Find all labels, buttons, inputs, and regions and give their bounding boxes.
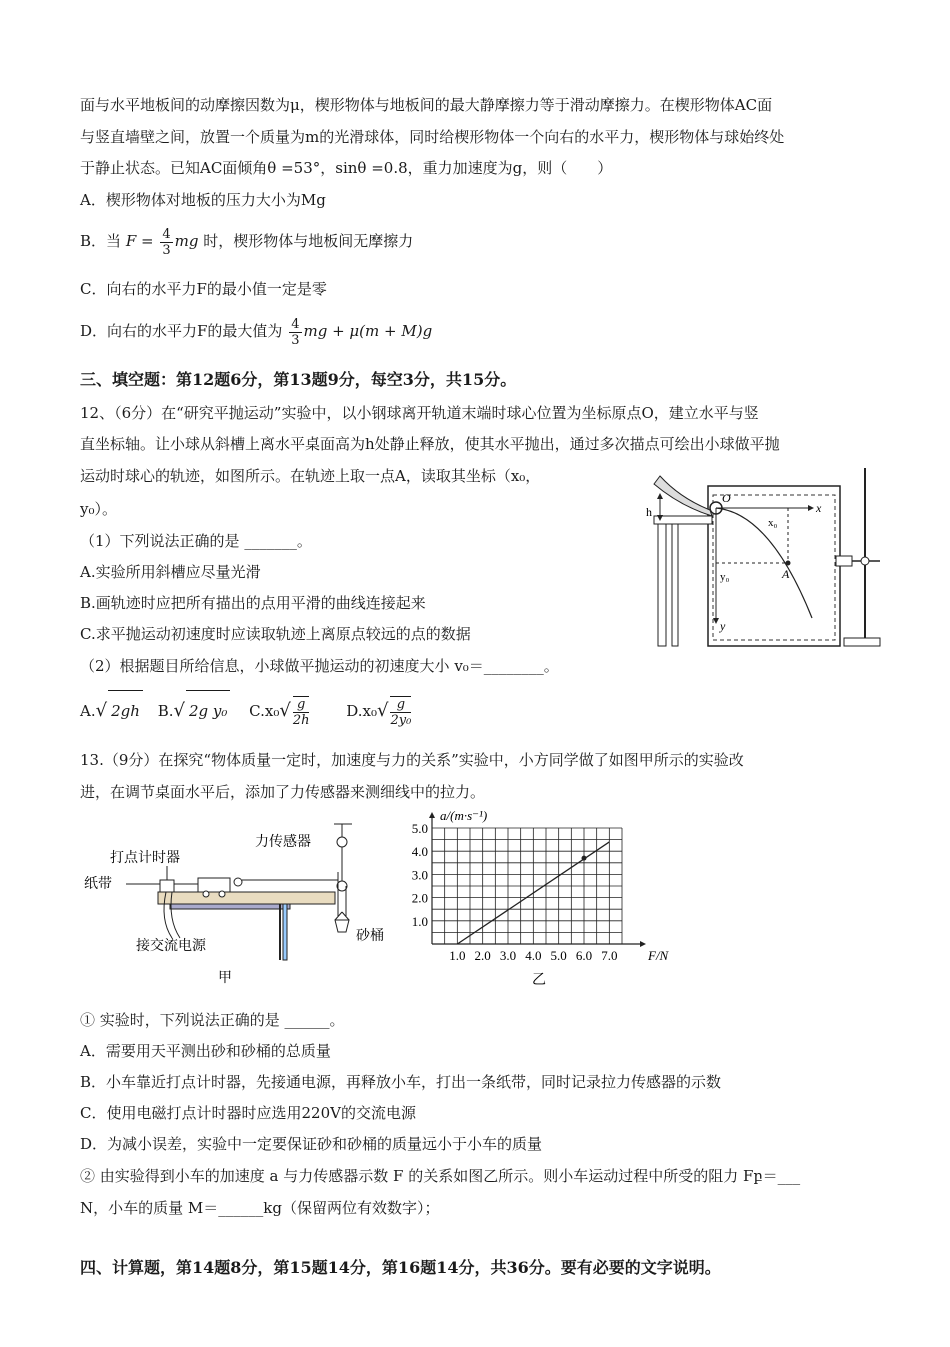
chart-y-tick-label: 1.0 [411,913,428,929]
caption-jia: 甲 [218,969,232,985]
intro-line-1: 面与水平地板间的动摩擦因数为μ，楔形物体与地板间的最大静摩擦力等于滑动摩擦力。在楔形物体AC面 [80,96,773,114]
q12-sub-2: （2）根据题目所给信息，小球做平抛运动的初速度大小 v₀＝________。 [80,657,559,675]
caption-yi: 乙 [532,971,546,987]
q11-option-c: C．向右的水平力F的最小值一定是零 [80,280,327,298]
q11-option-d: D．向右的水平力F的最大值为 $\frac{4}{3}$ mg + μ(m + M)g [80,316,433,348]
q13-option-c: C．使用电磁打点计时器时应选用220V的交流电源 [80,1104,416,1122]
label-sensor: 力传感器 [255,833,311,849]
section-4-title: 四、计算题，第14题8分，第15题14分，第16题14分，共36分。要有必要的文字说明。 [80,1258,721,1277]
chart-x-label: F/N [648,948,669,963]
q12-line-1: 12、（6分）在“研究平抛运动”实验中，以小钢球离开轨道末端时球心位置为坐标原点O，建立水平与竖 [80,404,759,422]
chart-y-label: a/(m·s⁻¹) [440,808,488,823]
label-x0: x₀ [768,517,778,529]
q12-line-3: 运动时球心的轨迹，如图所示。在轨迹上取一点A，读取其坐标（x₀， [80,467,541,485]
q13-sub-2-line-2: N，小车的质量 M＝______kg（保留两位有效数字）； [80,1199,440,1217]
chart-x-tick-label: 4.0 [525,948,542,963]
q12-option-a: A.实验所用斜槽应尽量光滑 [80,563,261,581]
chart-y-tick-label: 3.0 [411,867,428,883]
chart-x-tick-label: 3.0 [499,948,517,963]
q12-answer-options: A.√ 2gh B.√ 2g y₀ C.x₀√ $\frac{g}{2h}$ D.x₀√ $\frac{g}{\text{2y₀}}$ [80,690,413,731]
q13-sub-1: ① 实验时，下列说法正确的是 ______。 [80,1011,345,1029]
q12-sub-1: （1）下列说法正确的是 _______。 [80,532,312,550]
acceleration-force-chart [400,806,690,996]
label-y0: y₀ [720,571,730,583]
chart-y-tick-label: 4.0 [411,844,428,860]
section-3-title: 三、填空题：第12题6分，第13题9分，每空3分，共15分。 [80,370,517,389]
y-axis-arrow-icon [429,812,435,818]
chart-x-tick-label: 2.0 [474,948,491,963]
label-o: O [722,491,731,505]
label-a: A [782,567,790,581]
chart-x-tick-label: 1.0 [449,948,466,963]
q11-option-b: B．当 F = $\frac{4}{3}$ mg 时，楔形物体与地板间无摩擦力 [80,226,414,258]
label-power: 接交流电源 [136,937,206,953]
chart-x-tick-label: 5.0 [550,948,567,963]
intro-line-3: 于静止状态。已知AC面倾角θ =53°，sinθ =0.8，重力加速度为g，则（ ） [80,159,613,177]
q13-line-1: 13.（9分）在探究“物体质量一定时，加速度与力的关系”实验中，小方同学做了如图甲所示的实验改 [80,751,744,769]
x-axis-arrow-icon [640,941,646,947]
chart-data-point [582,856,587,861]
q13-option-d: D．为减小误差，实验中一定要保证砂和砂桶的质量远小于小车的质量 [80,1135,543,1153]
apparatus-figure [80,820,400,990]
q12-option-c: C.求平抛运动初速度时应读取轨迹上离原点较远的点的数据 [80,625,471,643]
q12-line-2: 直坐标轴。让小球从斜槽上离水平桌面高为h处静止释放，使其水平抛出，通过多次描点可绘出小球做平抛 [80,435,780,453]
label-h: h [646,505,652,519]
q12-option-b: B.画轨迹时应把所有描出的点用平滑的曲线连接起来 [80,594,426,612]
label-x: x [816,501,822,515]
q13-option-a: A．需要用天平测出砂和砂桶的总质量 [80,1042,331,1060]
chart-x-tick-label: 6.0 [575,948,593,963]
chart-x-tick-label: 7.0 [601,948,618,963]
q13-line-2: 进，在调节桌面水平后，添加了力传感器来测细线中的拉力。 [80,783,486,801]
q12-line-4: y₀）。 [80,500,117,518]
fraction-4-3: $\frac{4}{3}$ [162,226,171,258]
label-bucket: 砂桶 [356,927,384,943]
q13-option-b: B．小车靠近打点计时器，先接通电源，再释放小车，打出一条纸带，同时记录拉力传感器的示数 [80,1073,722,1091]
projectile-figure [640,468,902,653]
label-tape: 纸带 [84,875,112,891]
chart-y-tick-label: 5.0 [411,821,428,836]
label-timer: 打点计时器 [110,849,180,865]
fraction-4-3: $\frac{4}{3}$ [291,316,300,348]
q13-sub-2-line-1: ② 由实验得到小车的加速度 a 与力传感器示数 F 的关系如图乙所示。则小车运动过程中所受的阻力 Fբ＝___ [80,1167,801,1185]
label-y: y [720,619,726,633]
q11-option-a: A．楔形物体对地板的压力大小为Mg [80,191,326,209]
intro-line-2: 与竖直墙壁之间，放置一个质量为m的光滑球体，同时给楔形物体一个向右的水平力，楔形物体与球始终处 [80,128,785,146]
chart-y-tick-label: 2.0 [411,890,428,906]
